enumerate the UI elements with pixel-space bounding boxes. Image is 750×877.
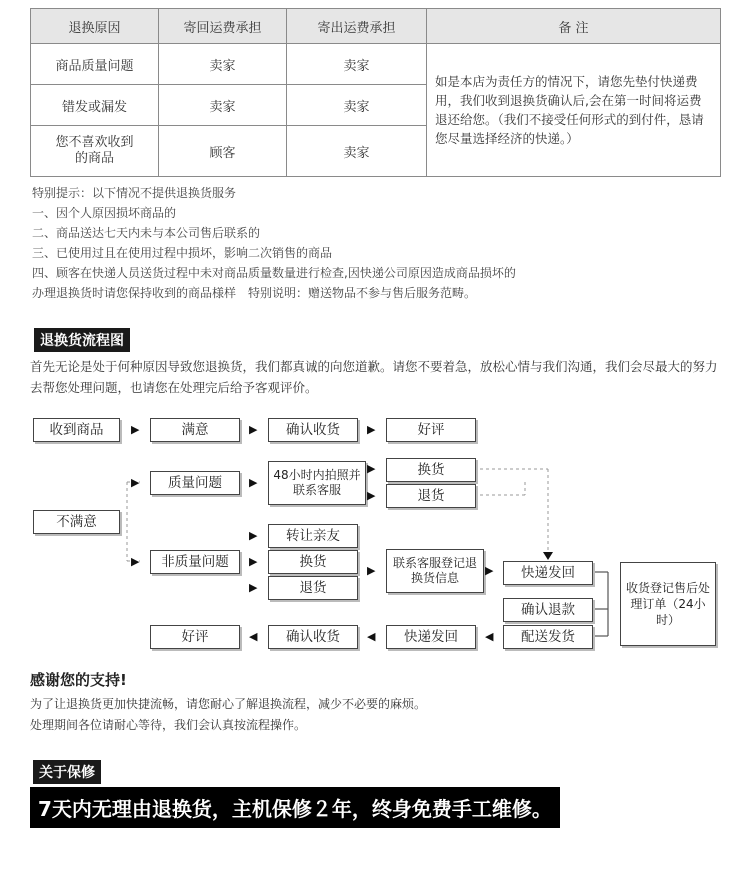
tip-line: 三、已使用过且在使用过程中损坏，影响二次销售的商品	[32, 246, 333, 260]
node-received: 收到商品	[33, 418, 120, 442]
right-arrow-icon: ▶	[249, 476, 258, 489]
node-exchange: 换货	[386, 458, 476, 482]
node-transfer-friend: 转让亲友	[268, 524, 358, 548]
process-title: 退换货流程图	[34, 328, 130, 352]
node-quality-issue: 质量问题	[150, 471, 240, 495]
thanks-title: 感谢您的支持!	[30, 671, 127, 689]
right-arrow-icon: ▶	[367, 423, 376, 436]
node-deliver: 配送发货	[503, 625, 593, 649]
right-arrow-icon: ▶	[131, 555, 140, 568]
row-send-fee: 卖家	[287, 44, 427, 85]
down-arrow-icon	[543, 552, 553, 560]
node-satisfied: 满意	[150, 418, 240, 442]
node-exchange: 换货	[268, 550, 358, 574]
node-non-quality-issue: 非质量问题	[150, 550, 240, 574]
right-arrow-icon: ▶	[131, 423, 140, 436]
row-reason: 商品质量问题	[31, 44, 159, 85]
right-arrow-icon: ▶	[249, 423, 258, 436]
left-arrow-icon: ◀	[367, 630, 376, 643]
node-confirm-receipt: 确认收货	[268, 625, 358, 649]
right-arrow-icon: ▶	[249, 555, 258, 568]
header-reason: 退换原因	[31, 9, 159, 44]
right-arrow-icon: ▶	[249, 529, 258, 542]
warranty-banner: 7天内无理由退换货，主机保修２年，终身免费手工维修。	[30, 787, 560, 828]
row-reason: 您不喜欢收到的商品	[31, 126, 159, 177]
row-return-fee: 顾客	[159, 126, 287, 177]
tip-line: 办理退换货时请您保持收到的商品様样 特别说明：赠送物品不参与售后服务范畴。	[32, 286, 477, 300]
tip-line: 特别提示：以下情况不提供退换货服务	[32, 186, 237, 200]
right-arrow-icon: ▶	[367, 564, 376, 577]
header-return-fee: 寄回运费承担	[159, 9, 287, 44]
header-send-fee: 寄出运费承担	[287, 9, 427, 44]
node-confirm-receipt: 确认收货	[268, 418, 358, 442]
node-ship-back: 快递发回	[386, 625, 476, 649]
right-arrow-icon: ▶	[485, 564, 494, 577]
node-good-review: 好评	[386, 418, 476, 442]
right-arrow-icon: ▶	[367, 489, 376, 502]
tip-line: 二、商品送达七天内未与本公司售后联系的	[32, 226, 261, 240]
node-ship-back: 快递发回	[503, 561, 593, 585]
row-return-fee: 卖家	[159, 85, 287, 126]
row-send-fee: 卖家	[287, 126, 427, 177]
left-arrow-icon: ◀	[249, 630, 258, 643]
tip-line: 四、顾客在快递人员送货过程中未对商品质量数量进行检查,因快递公司原因造成商品损坏的	[32, 266, 516, 280]
node-return: 退货	[268, 576, 358, 600]
header-note: 备 注	[427, 9, 721, 44]
node-confirm-refund: 确认退款	[503, 598, 593, 622]
node-unsatisfied: 不满意	[33, 510, 120, 534]
right-arrow-icon: ▶	[367, 462, 376, 475]
warranty-title: 关于保修	[33, 760, 101, 784]
note-cell: 如是本店为责任方的情况下，请您先垫付快递费用，我们收到退换货确认后,会在第一时间将运费退还给您。（我们不接受任何形式的到付件，恳请您尽量选择经济的快递。）	[427, 44, 721, 177]
node-photo-contact: 48小时内拍照并联系客服	[268, 461, 366, 505]
process-intro: 首先无论是处于何种原因导致您退换货，我们都真诚的向您道歉。请您不要着急，放松心情与我们沟通，我们会尽最大的努力去帮您处理问题，也请您在处理完后给予客观评价。	[30, 359, 718, 395]
node-good-review: 好评	[150, 625, 240, 649]
tip-line: 一、因个人原因损坏商品的	[32, 206, 177, 220]
row-send-fee: 卖家	[287, 85, 427, 126]
node-receive-register: 收货登记售后处理订单（24小时）	[620, 562, 716, 646]
row-return-fee: 卖家	[159, 44, 287, 85]
right-arrow-icon: ▶	[131, 476, 140, 489]
thanks-line-2: 处理期间各位请耐心等待，我们会认真按流程操作。	[30, 718, 307, 732]
left-arrow-icon: ◀	[485, 630, 494, 643]
right-arrow-icon: ▶	[249, 581, 258, 594]
thanks-line-1: 为了让退换货更加快捷流畅，请您耐心了解退换流程，减少不必要的麻烦。	[30, 697, 427, 711]
row-reason: 错发或漏发	[31, 85, 159, 126]
node-return: 退货	[386, 484, 476, 508]
node-register-info: 联系客服登记退换货信息	[386, 549, 484, 593]
